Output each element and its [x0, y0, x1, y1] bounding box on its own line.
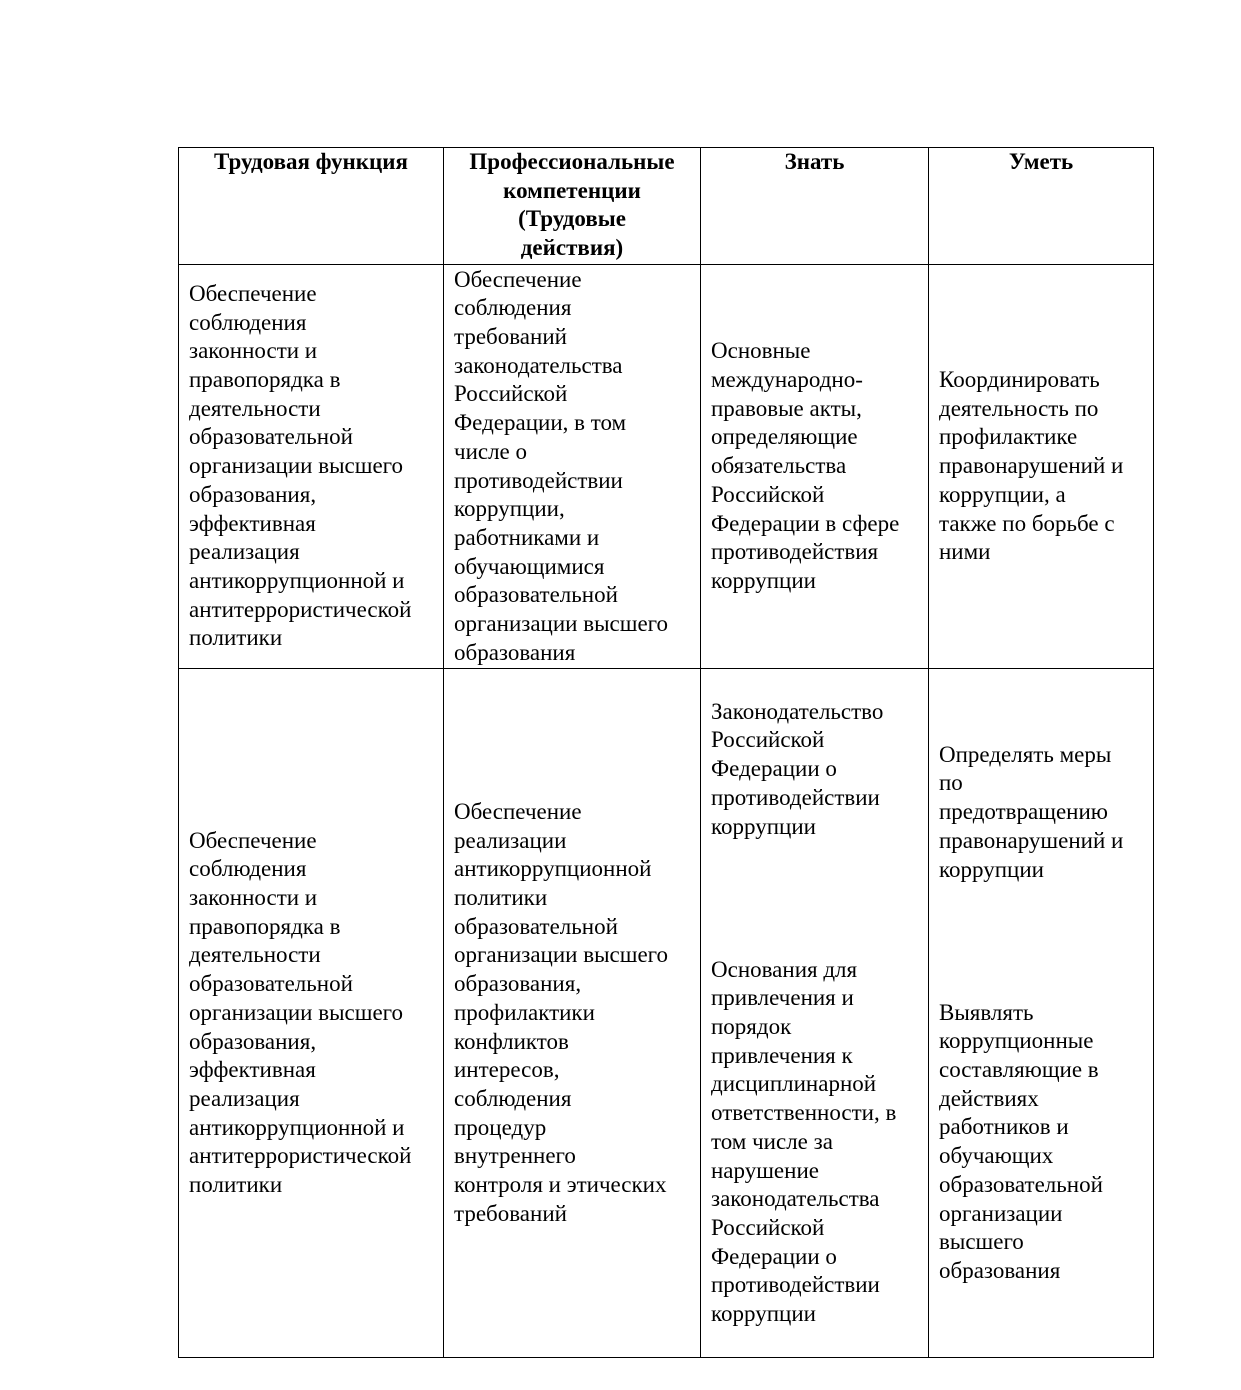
competency-table — [178, 147, 1154, 1358]
header-can: Уметь — [929, 148, 1154, 265]
can-item: Определять меры по предотвращению правонарушений и коррупции — [939, 741, 1124, 882]
paragraph-gap — [939, 913, 1143, 970]
can-item: Выявлять коррупционные составляющие в действиях работников и обучающих образовательной организации высшего образования — [939, 999, 1103, 1283]
cell-labor-function: Обеспечение соблюдения законности и правопорядка в деятельности образовательной организации высшего образования, эффективная реализация антикоррупционной и антитеррористической политики — [179, 669, 444, 1358]
cell-can — [929, 265, 1154, 669]
table-row — [179, 265, 1154, 669]
header-professional-competencies: Профессиональные компетенции (Трудовые действия) — [444, 148, 701, 265]
header-know: Знать — [701, 148, 929, 265]
know-item: Законодательство Российской Федерации о противодействии коррупции — [711, 698, 884, 839]
know-item: Основные международно- правовые акты, определяющие обязательства Российской Федерации в сфере противодействия коррупции — [711, 338, 900, 593]
cell-competencies: Обеспечение соблюдения требований законодательства Российской Федерации, в том числе о противодействии коррупции, работниками и обучающимися образовательной организации высшего образования — [444, 265, 701, 669]
header-labor-function: Трудовая функция — [179, 148, 444, 265]
table-header-row — [179, 148, 1154, 265]
paragraph-gap — [711, 870, 918, 927]
cell-know — [701, 669, 929, 1358]
cell-labor-function: Обеспечение соблюдения законности и правопорядка в деятельности образовательной организации высшего образования, эффективная реализация антикоррупционной и антитеррористической политики — [179, 265, 444, 669]
table-row — [179, 669, 1154, 1358]
can-item: Координировать деятельность по профилактике правонарушений и коррупции, а также по борьбе с ними — [939, 367, 1124, 565]
cell-can — [929, 669, 1154, 1358]
know-item: Основания для привлечения и порядок привлечения к дисциплинарной ответственности, в том числе за нарушение законодательства Российской Федерации о противодействии коррупции — [711, 956, 897, 1327]
cell-competencies: Обеспечение реализации антикоррупционной политики образовательной организации высшего образования, профилактики конфликтов интересов, соблюдения процедур внутреннего контроля и этических требований — [444, 669, 701, 1358]
cell-know — [701, 265, 929, 669]
